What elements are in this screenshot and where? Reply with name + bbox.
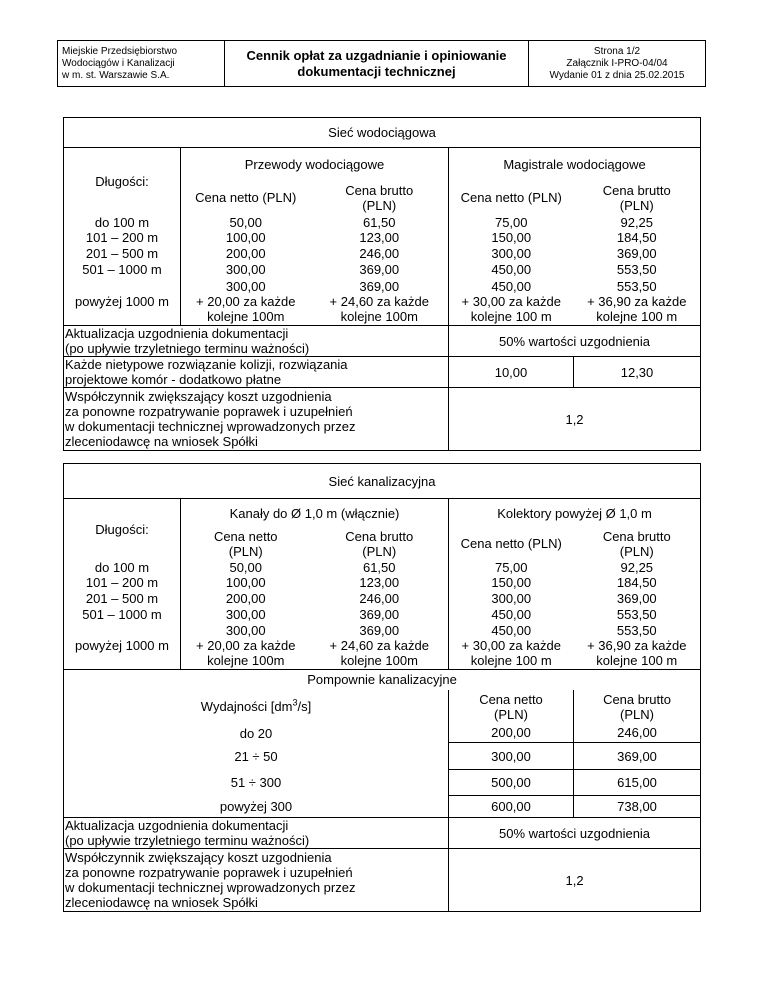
update-label: Aktualizacja uzgodnienia dokumentacji (po upływie trzyletniego terminu ważności) — [64, 818, 449, 849]
water-network-table — [63, 117, 701, 451]
table-row — [64, 388, 701, 451]
update-value: 50% wartości uzgodnienia — [449, 818, 701, 849]
document-header — [57, 40, 706, 87]
table-row: 201 – 500 m 200,00 246,00 300,00 369,00 — [64, 246, 701, 262]
coefficient-value: 1,2 — [449, 849, 701, 912]
net-price-header: Cena netto (PLN) — [460, 536, 562, 551]
pumping-stations-title: Pompownie kanalizacyjne — [64, 670, 701, 690]
table-row — [64, 849, 701, 912]
table-row: 201 – 500 m 200,00 246,00 300,00 369,00 — [64, 591, 701, 607]
table-row: powyżej 300 600,00 738,00 — [64, 796, 701, 818]
table-row: 501 – 1000 m 300,00 369,00 450,00 553,50 — [64, 262, 701, 278]
gross-price-header: Cena brutto (PLN) — [574, 181, 701, 215]
coefficient-value: 1,2 — [449, 388, 701, 451]
sewer-group-channels: Kanały do Ø 1,0 m (włącznie) — [181, 499, 449, 528]
gross-price-header: Cena brutto (PLN) — [311, 181, 449, 215]
update-value: 50% wartości uzgodnienia — [449, 326, 701, 357]
annex-number: Załącznik I-PRO-04/04 — [566, 57, 668, 69]
sewer-network-table — [63, 463, 701, 912]
lengths-label: Długości: — [64, 499, 181, 560]
table-row — [64, 326, 701, 357]
page-number: Strona 1/2 — [593, 45, 641, 57]
update-label: Aktualizacja uzgodnienia dokumentacji (po upływie trzyletniego terminu ważności) — [64, 326, 449, 357]
document-meta — [529, 41, 706, 87]
gross-price-header: Cena brutto (PLN) — [574, 690, 701, 724]
gross-price-header: Cena brutto (PLN) — [311, 528, 449, 560]
coefficient-label: Współczynnik zwiększający koszt uzgodnienia za ponowne rozpatrywanie poprawek i uzupełnień w dokumentacji technicznej wprowadzonych przez zleceniodawcę na wniosek Spółki — [64, 849, 449, 912]
table-row: powyżej 1000 m 300,00 + 20,00 za każde kolejne 100m 369,00 + 24,60 za każde kolejne 100m 450,00 + 30,00 za każde kolejne 100 m 553,50 + 36,90 za każde kolejne 100 m — [64, 623, 701, 670]
table-row: do 100 m 50,00 61,50 75,00 92,25 — [64, 215, 701, 230]
net-price-header: Cena netto (PLN) — [195, 190, 297, 205]
table-row: 101 – 200 m 100,00 123,00 150,00 184,50 — [64, 575, 701, 591]
table-row: powyżej 1000 m 300,00 + 20,00 za każde kolejne 100m 369,00 + 24,60 za każde kolejne 100m 450,00 + 30,00 za każde kolejne 100 m 553,50 + 36,90 za każde kolejne 100 m — [64, 278, 701, 326]
sewer-section-title: Sieć kanalizacyjna — [64, 464, 701, 499]
lengths-label: Długości: — [64, 148, 181, 215]
table-row: do 20 200,00 246,00 — [64, 724, 701, 743]
atypical-label: Każde nietypowe rozwiązanie kolizji, rozwiązania projektowe komór - dodatkowo płatne — [64, 357, 449, 388]
document-title: Cennik opłat za uzgadnianie i opiniowanie dokumentacji technicznej — [225, 41, 529, 87]
table-row: 21 ÷ 50 300,00 369,00 — [64, 743, 701, 770]
table-row: do 100 m 50,00 61,50 75,00 92,25 — [64, 560, 701, 575]
net-price-header: Cena netto (PLN) — [213, 528, 278, 559]
table-row: 501 – 1000 m 300,00 369,00 450,00 553,50 — [64, 607, 701, 623]
atypical-net: 10,00 — [449, 357, 574, 388]
capacity-header: Wydajności $[dm^3/s]$ — [64, 690, 449, 724]
edition-date: Wydanie 01 z dnia 25.02.2015 — [549, 69, 685, 81]
gross-price-header: Cena brutto (PLN) — [574, 528, 701, 560]
sewer-group-collectors: Kolektory powyżej Ø 1,0 m — [449, 499, 701, 528]
table-row: 51 ÷ 300 500,00 615,00 — [64, 770, 701, 796]
coefficient-label: Współczynnik zwiększający koszt uzgodnienia za ponowne rozpatrywanie poprawek i uzupełnień w dokumentacji technicznej wprowadzonych przez zleceniodawcę na wniosek Spółki — [64, 388, 449, 451]
table-row — [64, 357, 701, 388]
water-section-title: Sieć wodociągowa — [64, 118, 701, 148]
net-price-header: Cena netto (PLN) — [460, 190, 562, 205]
table-row: 101 – 200 m 100,00 123,00 150,00 184,50 — [64, 230, 701, 246]
water-group-mains: Magistrale wodociągowe — [449, 148, 701, 181]
table-row — [64, 818, 701, 849]
net-price-header: Cena netto (PLN) — [449, 690, 574, 724]
water-group-pipes: Przewody wodociągowe — [181, 148, 449, 181]
atypical-gross: 12,30 — [574, 357, 701, 388]
company-name: Miejskie Przedsiębiorstwo Wodociągów i Kanalizacji w m. st. Warszawie S.A. — [58, 41, 225, 87]
